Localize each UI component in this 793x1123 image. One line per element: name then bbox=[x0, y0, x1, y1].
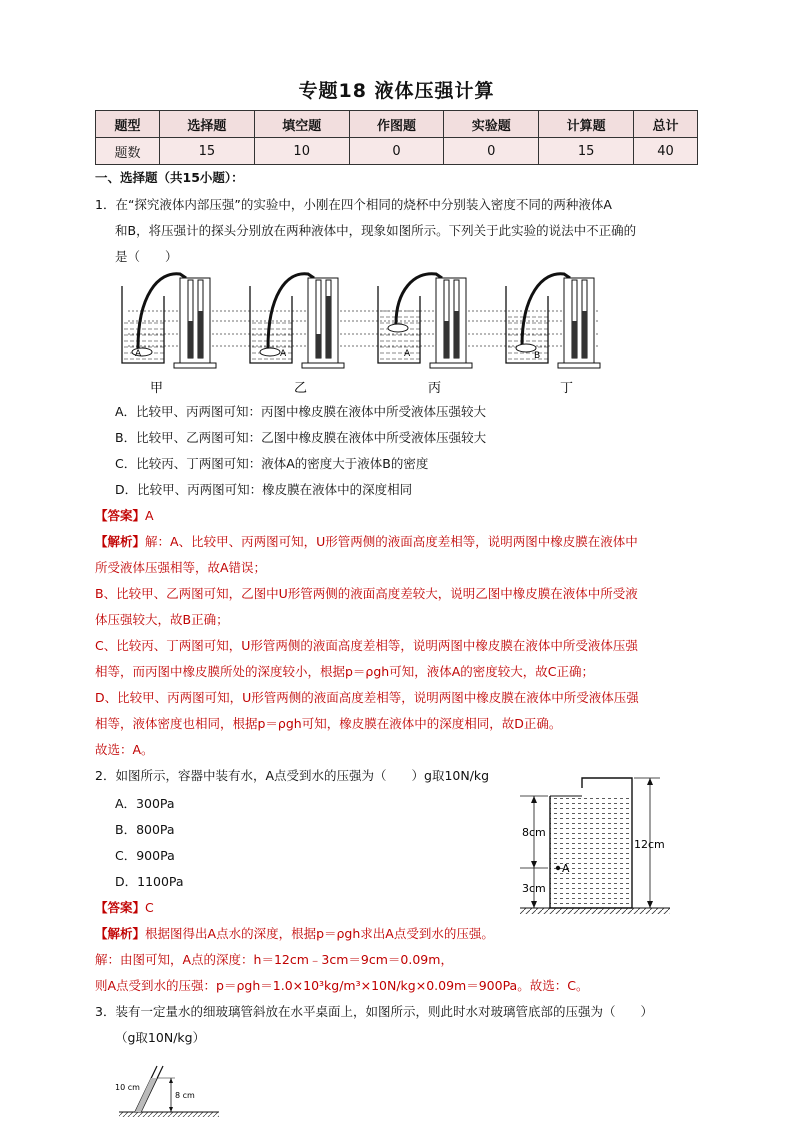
figure-label-bing: 丙 bbox=[428, 381, 442, 396]
answer-label: 【答案】 bbox=[95, 508, 146, 523]
q2-analysis-line bbox=[95, 924, 494, 944]
figure-label-ding: 丁 bbox=[560, 381, 574, 396]
analysis-text: 根据图得出A点水的深度，根据p＝ρgh求出A点受到水的压强。 bbox=[145, 926, 494, 941]
table-cell: 10 bbox=[254, 138, 349, 165]
q1-conclusion: 故选：A。 bbox=[95, 742, 154, 757]
table-cell: 0 bbox=[349, 138, 444, 165]
answer-value: A bbox=[145, 508, 154, 523]
dim-label-3cm: 3cm bbox=[522, 882, 546, 895]
q1-figure bbox=[118, 266, 608, 398]
q3-tube-figure bbox=[115, 1060, 225, 1120]
table-header-cell: 填空题 bbox=[254, 111, 349, 138]
table-header-cell: 题型 bbox=[96, 111, 160, 138]
q1-answer bbox=[95, 506, 154, 526]
q1-analysis-line: 所受液体压强相等，故A错误； bbox=[95, 560, 267, 575]
analysis-text: 解：A、比较甲、丙两图可知，U形管两侧的液面高度差相等，说明两图中橡皮膜在液体中 bbox=[145, 534, 638, 549]
section-heading: 一、选择题（共15小题）： bbox=[95, 170, 244, 185]
table-header-row bbox=[96, 111, 698, 138]
q1-analysis-line: B、比较甲、乙两图可知，乙图中U形管两侧的液面高度差较大，说明乙图中橡皮膜在液体中所受液 bbox=[95, 586, 638, 601]
table-cell: 题数 bbox=[96, 138, 160, 165]
figure-label-jia: 甲 bbox=[150, 381, 164, 396]
q1-option-d: D．比较甲、丙两图可知：橡皮膜在液体中的深度相同 bbox=[115, 482, 413, 497]
q2-option-d: D．1100Pa bbox=[115, 874, 184, 889]
q1-analysis-line bbox=[95, 532, 638, 552]
liquid-label: A bbox=[135, 349, 142, 359]
q1-analysis-line: 体压强较大，故B正确； bbox=[95, 612, 229, 627]
dim-label-8cm: 8cm bbox=[522, 826, 546, 839]
q1-option-c: C．比较丙、丁两图可知：液体A的密度大于液体B的密度 bbox=[115, 456, 429, 471]
liquid-label: A bbox=[404, 349, 411, 359]
q2-option-a: A．300Pa bbox=[115, 796, 175, 811]
q1-option-b: B．比较甲、乙两图可知：乙图中橡皮膜在液体中所受液体压强较大 bbox=[115, 430, 487, 445]
dim-label-12cm: 12cm bbox=[634, 838, 665, 851]
table-header-cell: 总计 bbox=[633, 111, 697, 138]
q1-option-a: A．比较甲、丙两图可知：丙图中橡皮膜在液体中所受液体压强较大 bbox=[115, 404, 487, 419]
q3-stem: 3．装有一定量水的细玻璃管斜放在水平桌面上，如图所示，则此时水对玻璃管底部的压强为（ ） bbox=[95, 1004, 653, 1019]
table-row bbox=[96, 138, 698, 165]
q2-solution-line: 则A点受到水的压强：p＝ρgh＝1.0×10³kg/m³×10N/kg×0.09m＝900Pa。故选：C。 bbox=[95, 978, 589, 993]
q1-analysis-line: D、比较甲、丙两图可知，U形管两侧的液面高度差相等，说明两图中橡皮膜在液体中所受液体压强 bbox=[95, 690, 639, 705]
liquid-label: B bbox=[534, 351, 541, 361]
figure-label-yi: 乙 bbox=[294, 381, 308, 396]
q2-option-b: B．800Pa bbox=[115, 822, 175, 837]
q1-stem-line: 和B，将压强计的探头分别放在两种液体中，现象如图所示。下列关于此实验的说法中不正确的 bbox=[115, 223, 637, 238]
point-a-label: A bbox=[562, 862, 570, 875]
table-cell: 15 bbox=[160, 138, 255, 165]
q1-stem-line: 是（ ） bbox=[115, 249, 178, 264]
answer-value: C bbox=[145, 900, 154, 915]
page-title: 专题18 液体压强计算 bbox=[298, 80, 495, 102]
height-label: 8 cm bbox=[175, 1091, 195, 1100]
analysis-label: 【解析】 bbox=[95, 926, 146, 941]
liquid-label: A bbox=[280, 349, 287, 359]
q2-option-c: C．900Pa bbox=[115, 848, 175, 863]
q1-stem-line: 1．在“探究液体内部压强”的实验中，小刚在四个相同的烧杯中分别装入密度不同的两种液体A bbox=[95, 197, 612, 212]
table-cell: 40 bbox=[633, 138, 697, 165]
q1-analysis-line: C、比较丙、丁两图可知，U形管两侧的液面高度差相等，说明两图中橡皮膜在液体中所受液体压强 bbox=[95, 638, 638, 653]
table-header-cell: 计算题 bbox=[539, 111, 634, 138]
q3-note: （g取10N/kg） bbox=[115, 1030, 206, 1045]
question-count-table bbox=[95, 110, 698, 165]
table-header-cell: 实验题 bbox=[444, 111, 539, 138]
table-header-cell: 作图题 bbox=[349, 111, 444, 138]
point-a-marker bbox=[556, 866, 560, 870]
q2-container-figure bbox=[512, 766, 702, 918]
table-header-cell: 选择题 bbox=[160, 111, 255, 138]
table-cell: 0 bbox=[444, 138, 539, 165]
q1-analysis-line: 相等，液体密度也相同，根据p＝ρgh可知，橡皮膜在液体中的深度相同，故D正确。 bbox=[95, 716, 562, 731]
q2-solution-line: 解：由图可知，A点的深度：h＝12cm﹣3cm＝9cm＝0.09m， bbox=[95, 952, 453, 967]
q2-answer bbox=[95, 898, 154, 918]
analysis-label: 【解析】 bbox=[95, 534, 146, 549]
slant-length-label: 10 cm bbox=[115, 1083, 140, 1092]
q2-stem: 2．如图所示，容器中装有水，A点受到水的压强为（ ）g取10N/kg bbox=[95, 768, 490, 783]
answer-label: 【答案】 bbox=[95, 900, 146, 915]
q1-analysis-line: 相等，而丙图中橡皮膜所处的深度较小，根据p＝ρgh可知，液体A的密度较大，故C正确； bbox=[95, 664, 595, 679]
table-cell: 15 bbox=[539, 138, 634, 165]
